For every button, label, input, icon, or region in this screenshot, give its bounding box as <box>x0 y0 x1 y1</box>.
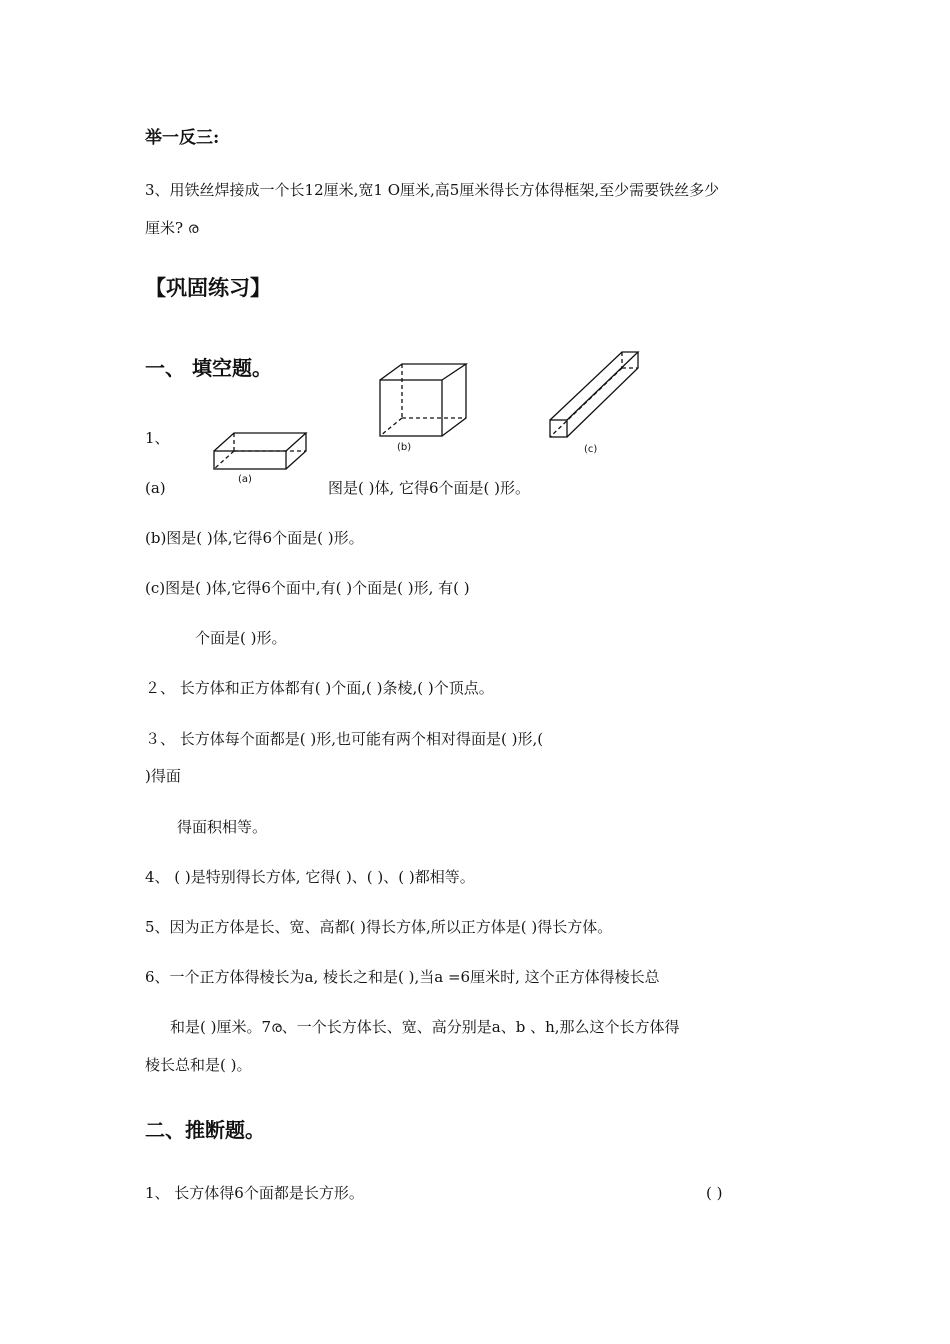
part1-q1-number: 1、 <box>145 429 170 447</box>
q3-line2: )得面 <box>145 767 181 785</box>
prism-figure-c <box>546 348 642 440</box>
q1-c-line1: (c)图是( )体,它得6个面中,有( )个面是( )形, 有( ) <box>145 579 470 597</box>
q3-line1: ３、 长方体每个面都是( )形,也可能有两个相对得面是( )形,( <box>145 730 544 748</box>
review-q3-line2: 厘米? ര <box>145 219 199 237</box>
review-q3-line1: 3、用铁丝焊接成一个长12厘米,宽1 O厘米,高5厘米得长方体得框架,至少需要铁丝多少 <box>145 181 720 199</box>
cube-figure-b <box>376 360 472 440</box>
review-heading: 举一反三: <box>145 128 220 148</box>
q2-text: ２、 长方体和正方体都有( )个面,( )条棱,( )个顶点。 <box>145 679 494 697</box>
fig-b-caption: (b) <box>397 442 412 453</box>
q1-c-line2: 个面是( )形。 <box>195 629 287 647</box>
q1-a-prefix: (a) <box>145 479 166 497</box>
q6-line2: 和是( )厘米。7ര、一个长方体长、宽、高分别是a、b 、h,那么这个长方体得 <box>170 1018 680 1036</box>
part1-title: 一、 填空题。 <box>145 356 272 380</box>
q4-text: 4、 ( )是特别得长方体, 它得( )、( )、( )都相等。 <box>145 868 475 886</box>
q6-line3: 棱长总和是( )。 <box>145 1056 252 1074</box>
part2-title: 二、推断题。 <box>145 1118 265 1142</box>
q6-line1: 6、一个正方体得棱长为a, 棱长之和是( ),当a =6厘米时, 这个正方体得棱长总 <box>145 968 660 986</box>
fig-a-caption: (a) <box>238 474 252 485</box>
part2-q1-text: 1、 长方体得6个面都是长方形。 <box>145 1184 364 1202</box>
q1-a-text: 图是( )体, 它得6个面是( )形。 <box>328 479 531 497</box>
fig-c-caption: (c) <box>584 444 598 455</box>
part2-q1-answer-blank: ( ) <box>706 1184 723 1202</box>
q1-b-text: (b)图是( )体,它得6个面是( )形。 <box>145 529 364 547</box>
q3-line3: 得面积相等。 <box>177 818 268 836</box>
cuboid-figure-a <box>210 428 310 474</box>
q5-text: 5、因为正方体是长、宽、高都( )得长方体,所以正方体是( )得长方体。 <box>145 918 613 936</box>
consolidation-title: 【巩固练习】 <box>145 275 271 300</box>
